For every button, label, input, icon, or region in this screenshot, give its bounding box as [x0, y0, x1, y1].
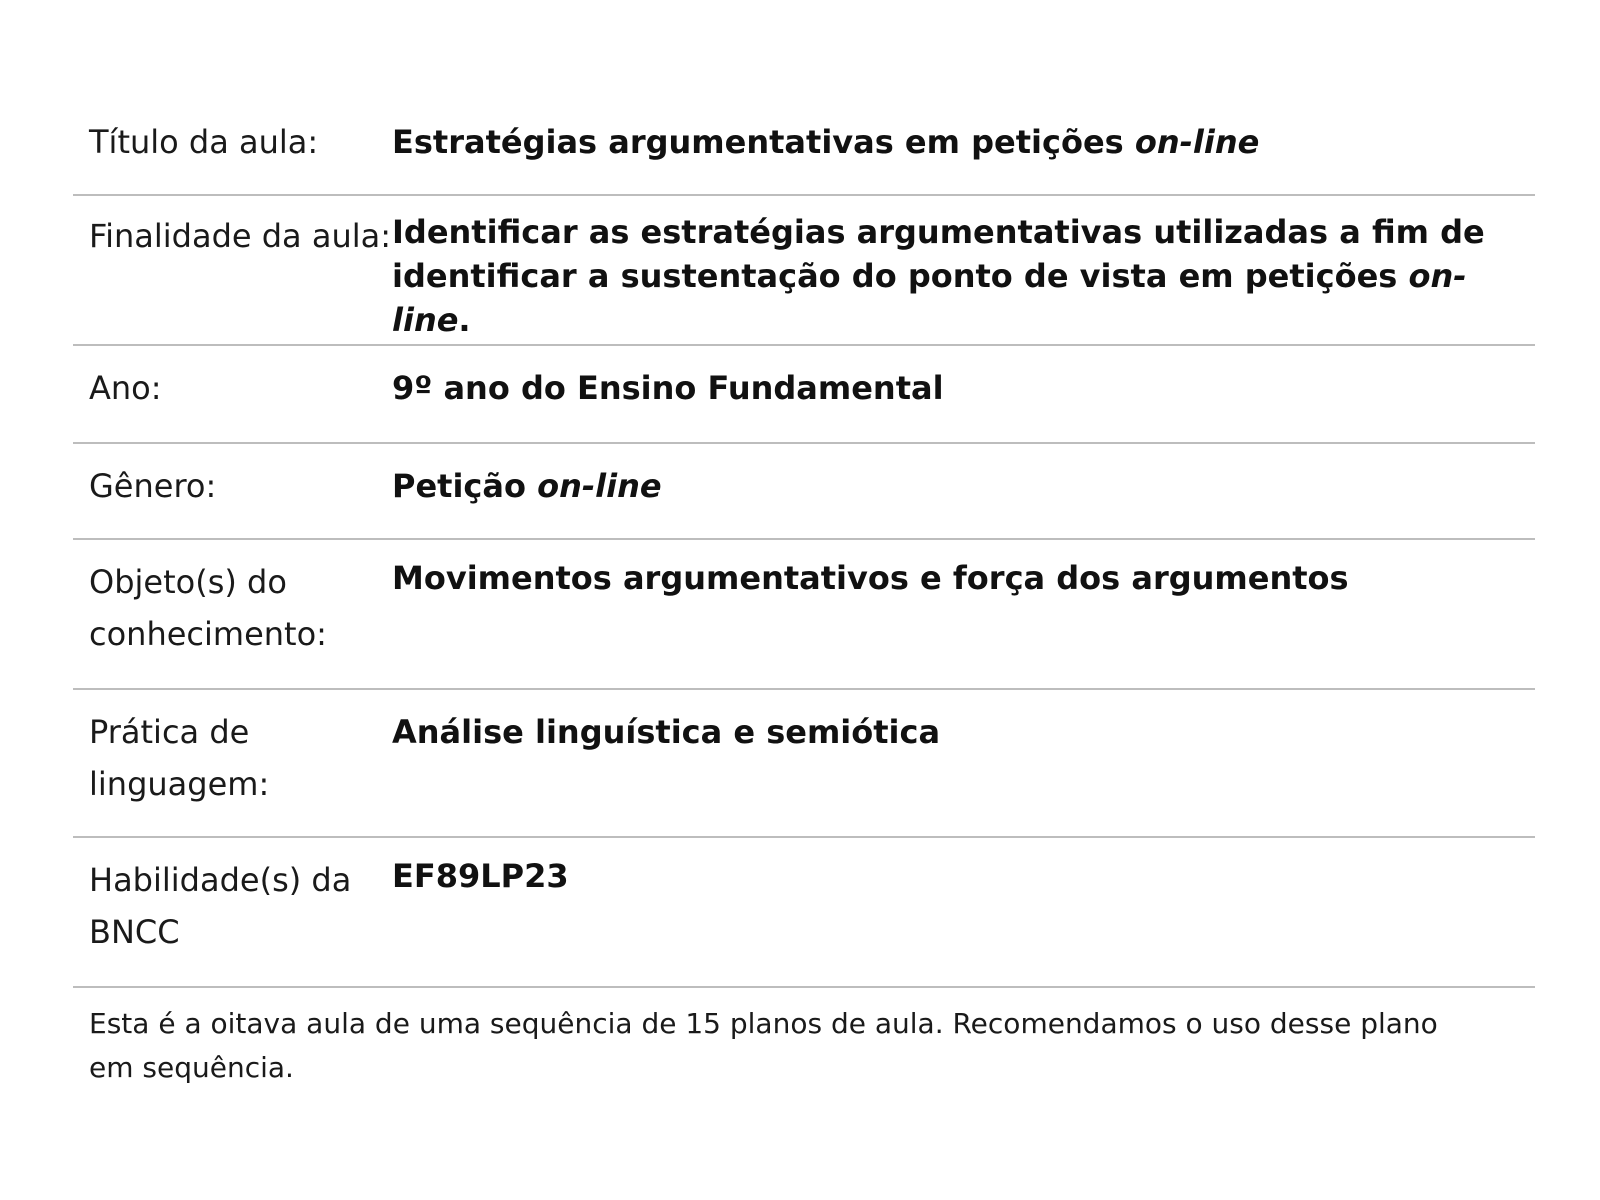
value-objeto: Movimentos argumentativos e força dos argumentos	[392, 559, 1349, 597]
value-titulo: Estratégias argumentativas em petições on-line	[392, 123, 1260, 161]
row-ano	[73, 346, 1535, 444]
label-ano: Ano:	[89, 369, 162, 407]
row-habilidade	[73, 838, 1535, 988]
label-habilidade: Habilidade(s) da BNCC	[89, 861, 352, 951]
row-objeto	[73, 540, 1535, 690]
lesson-plan-table	[73, 100, 1535, 1090]
label-finalidade: Finalidade da aula:	[89, 217, 391, 255]
label-pratica: Prática de linguagem:	[89, 713, 270, 803]
value-genero: Petição on-line	[392, 467, 662, 505]
value-pratica: Análise linguística e semiótica	[392, 713, 941, 751]
row-titulo	[73, 100, 1535, 196]
label-objeto: Objeto(s) do conhecimento:	[89, 563, 327, 653]
row-genero	[73, 444, 1535, 540]
row-finalidade	[73, 196, 1535, 346]
value-ano: 9º ano do Ensino Fundamental	[392, 369, 944, 407]
row-pratica	[73, 690, 1535, 838]
value-habilidade: EF89LP23	[392, 857, 569, 895]
label-titulo: Título da aula:	[89, 123, 319, 161]
sequence-note: Esta é a oitava aula de uma sequência de 15 planos de aula. Recomendamos o uso desse plano em sequência.	[89, 1007, 1438, 1084]
label-genero: Gênero:	[89, 467, 217, 505]
value-finalidade: Identificar as estratégias argumentativas utilizadas a fim de identificar a sustentação do ponto de vista em petições on-line.	[392, 213, 1485, 339]
